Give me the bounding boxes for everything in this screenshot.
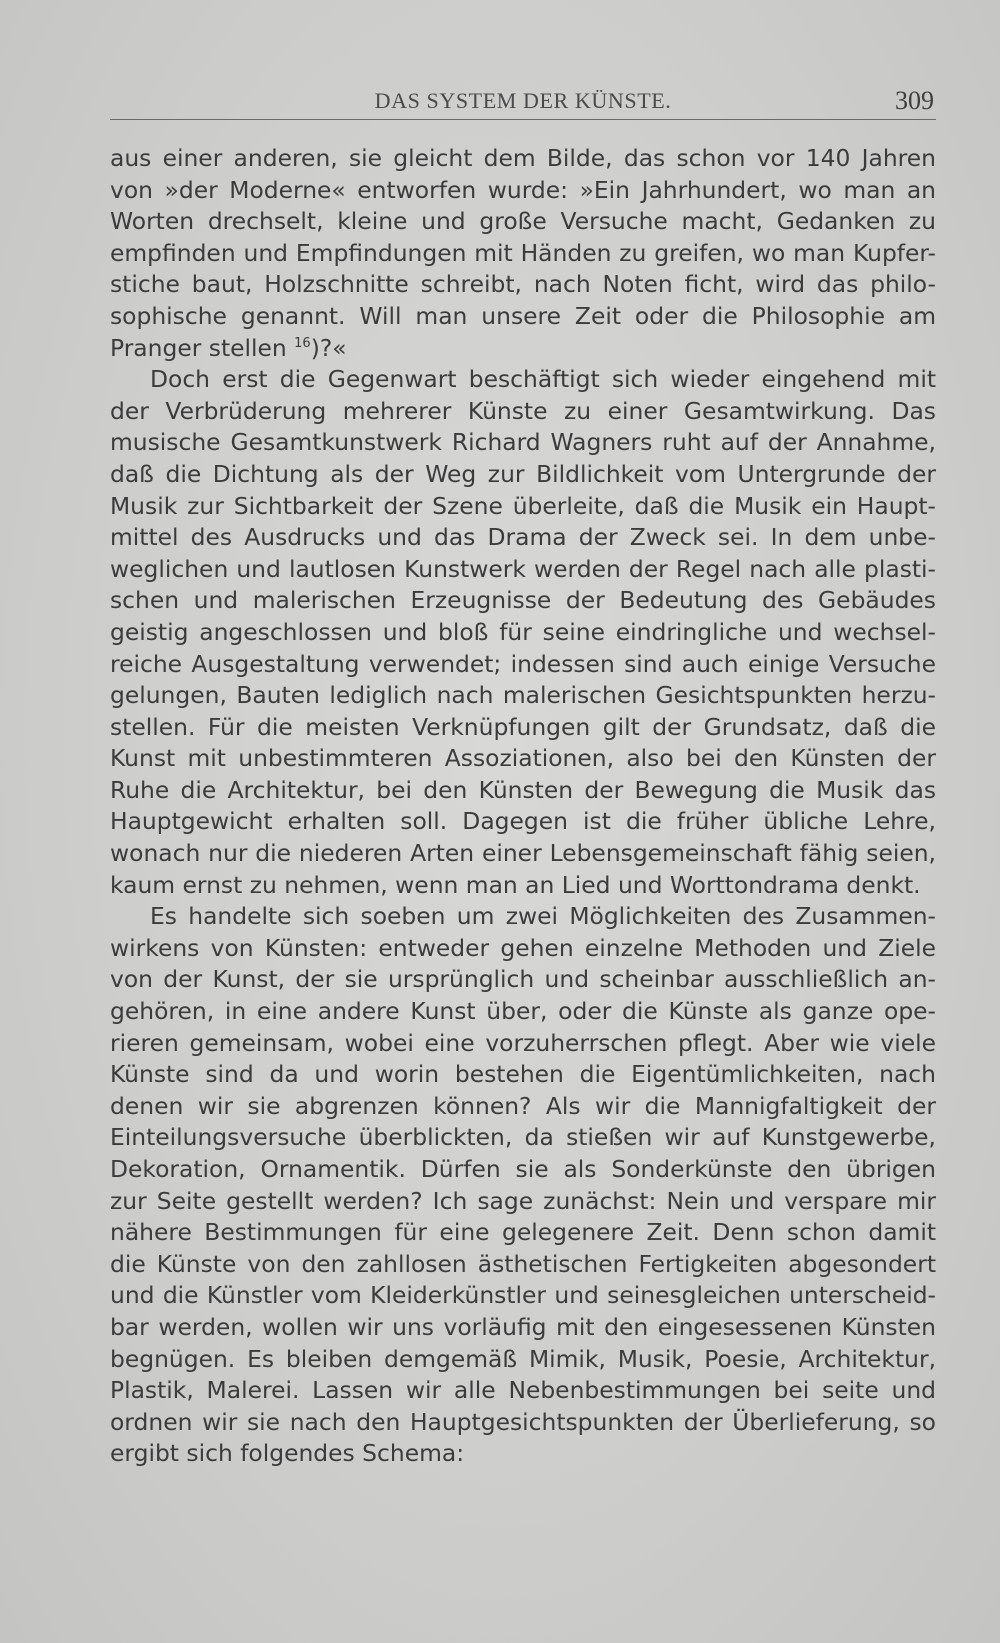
- text-line: stiche baut, Holzschnitte schreibt, nach Noten ficht, wird das philo-: [110, 270, 936, 299]
- text-line: kaum ernst zu nehmen, wenn man an Lied und Worttondrama denkt.: [110, 870, 921, 899]
- text-line: wonach nur die niederen Arten einer Lebensgemeinschaft fähig seien,: [110, 839, 936, 868]
- text-line: bar werden, wollen wir uns vorläufig mit den eingesessenen Künsten: [110, 1312, 936, 1341]
- text-line: geistig angeschlossen und bloß für seine eindringliche und wechsel-: [110, 617, 936, 646]
- text-fragment: )?«: [310, 333, 347, 362]
- text-fragment: Pranger stellen: [110, 333, 295, 362]
- text-line: Plastik, Malerei. Lassen wir alle Nebenbestimmungen bei seite und: [110, 1376, 936, 1405]
- text-line: ergibt sich folgendes Schema:: [110, 1439, 465, 1468]
- text-line: die Künste von den zahllosen ästhetischen Fertigkeiten abgesondert: [110, 1249, 936, 1278]
- text-line: denen wir sie abgrenzen können? Als wir die Mannigfaltigkeit der: [110, 1091, 936, 1120]
- text-line: Kunst mit unbestimmteren Assoziationen, also bei den Künsten der: [110, 744, 936, 773]
- text-line: aus einer anderen, sie gleicht dem Bilde, das schon vor 140 Jahren: [110, 144, 936, 172]
- text-line: nähere Bestimmungen für eine gelegenere Zeit. Denn schon damit: [110, 1218, 936, 1247]
- running-head: [110, 84, 936, 118]
- text-line: von der Kunst, der sie ursprünglich und scheinbar ausschließlich an-: [110, 965, 936, 994]
- text-line: der Verbrüderung mehrerer Künste zu einer Gesamtwirkung. Das: [110, 396, 936, 425]
- text-line: zur Seite gestellt werden? Ich sage zunächst: Nein und verspare mir: [110, 1186, 936, 1215]
- text-line: stellen. Für die meisten Verknüpfungen gilt der Grundsatz, daß die: [110, 712, 936, 741]
- text-line: Worten drechselt, kleine und große Versuche macht, Gedanken zu: [110, 207, 936, 236]
- text-line: Künste sind da und worin bestehen die Eigentümlichkeiten, nach: [110, 1060, 936, 1089]
- footnote-reference[interactable]: 16: [294, 335, 311, 351]
- text-line: [110, 333, 936, 365]
- text-line: rieren gemeinsam, wobei eine vorzuherrschen pflegt. Aber wie viele: [110, 1028, 936, 1057]
- body-text: [110, 143, 936, 1470]
- running-title: DAS SYSTEM DER KÜNSTE.: [374, 88, 672, 113]
- text-line: wirkens von Künsten: entweder gehen einzelne Methoden und Ziele: [110, 933, 936, 962]
- text-line: gelungen, Bauten lediglich nach malerischen Gesichtspunkten herzu-: [110, 681, 936, 710]
- text-line: Musik zur Sichtbarkeit der Szene überleite, daß die Musik ein Haupt-: [110, 491, 936, 520]
- text-line: Hauptgewicht erhalten soll. Dagegen ist die früher übliche Lehre,: [110, 807, 936, 836]
- text-line: sophische genannt. Will man unsere Zeit oder die Philosophie am: [110, 301, 936, 330]
- text-line: Ruhe die Architektur, bei den Künsten der Bewegung die Musik das: [110, 775, 936, 804]
- text-line: ordnen wir sie nach den Hauptgesichtspunkten der Überlieferung, so: [110, 1407, 936, 1436]
- text-line: schen und malerischen Erzeugnisse der Bedeutung des Gebäudes: [110, 586, 936, 615]
- text-line: und die Künstler vom Kleiderkünstler und seinesgleichen unterscheid-: [110, 1281, 936, 1310]
- text-line: daß die Dichtung als der Weg zur Bildlichkeit vom Untergrunde der: [110, 459, 936, 488]
- text-line: begnügen. Es bleiben demgemäß Mimik, Musik, Poesie, Architektur,: [110, 1344, 936, 1373]
- text-line: Doch erst die Gegenwart beschäftigt sich wieder eingehend mit: [150, 365, 936, 394]
- page-number: 309: [895, 86, 934, 115]
- text-line: gehören, in eine andere Kunst über, oder die Künste als ganze ope-: [110, 997, 936, 1026]
- text-line: reiche Ausgestaltung verwendet; indessen sind auch einige Versuche: [110, 649, 936, 678]
- text-line: weglichen und lautlosen Kunstwerk werden der Regel nach alle plasti-: [110, 554, 936, 583]
- text-line: musische Gesamtkunstwerk Richard Wagners ruht auf der Annahme,: [110, 428, 936, 457]
- text-line: empfinden und Empfindungen mit Händen zu greifen, wo man Kupfer-: [110, 238, 936, 267]
- text-line: Es handelte sich soeben um zwei Möglichkeiten des Zusammen-: [150, 902, 936, 931]
- header-rule: [110, 119, 936, 120]
- text-line: Dekoration, Ornamentik. Dürfen sie als Sonderkünste den übrigen: [110, 1155, 936, 1183]
- text-line: von »der Moderne« entworfen wurde: »Ein Jahrhundert, wo man an: [110, 175, 936, 204]
- text-line: Einteilungsversuche überblickten, da stießen wir auf Kunstgewerbe,: [110, 1123, 936, 1152]
- text-line: mittel des Ausdrucks und das Drama der Zweck sei. In dem unbe-: [110, 523, 936, 552]
